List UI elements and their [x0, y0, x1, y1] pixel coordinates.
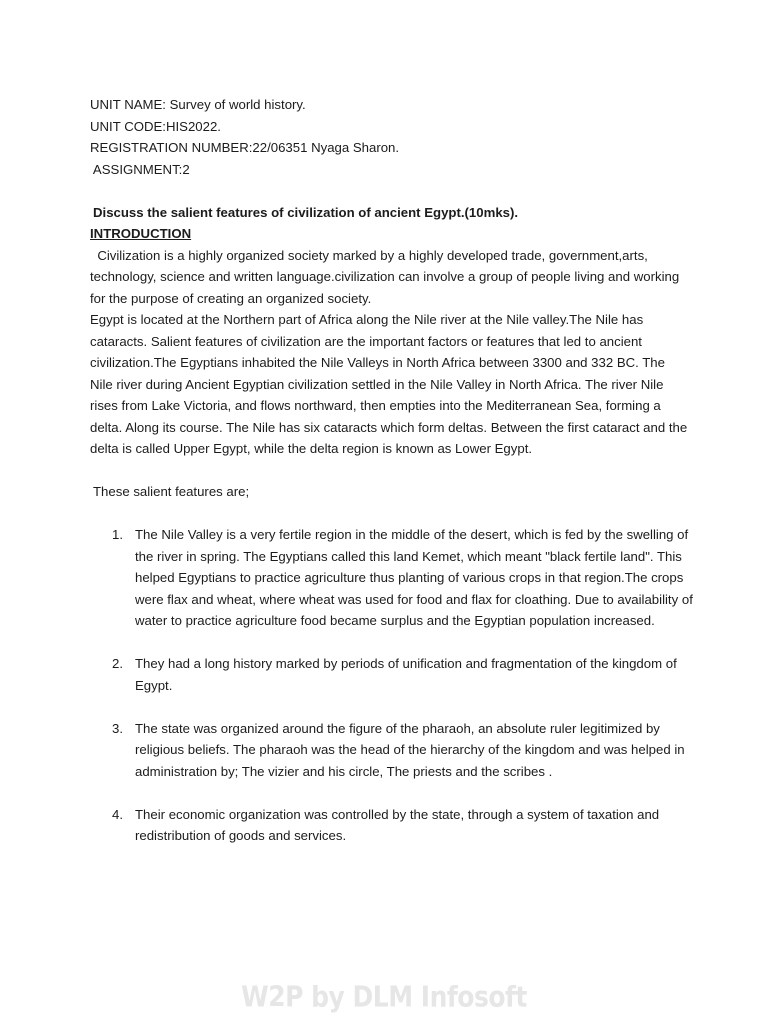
list-item-text: The Nile Valley is a very fertile region in the middle of the desert, which is fed by the swelling of the river in spring. The Egyptians called this land Kemet, which meant "black fertile land". This helped Egyptians to practice agriculture thus planting of various crops in that region.The crops were flax and wheat, where wheat was used for food and flax for cloathing. Due to availability of water to practice agriculture food became surplus and the Egyptian population increased.	[135, 527, 693, 628]
spacer	[90, 180, 690, 202]
features-list	[90, 524, 693, 847]
list-item-number: 2.	[112, 656, 123, 671]
features-lead: These salient features are;	[93, 484, 250, 499]
list-item-number: 1.	[112, 527, 123, 542]
list-item	[90, 653, 695, 696]
spacer	[90, 503, 690, 525]
watermark: W2P by DLM Infosoft	[241, 979, 527, 1014]
list-item	[90, 718, 695, 783]
list-item	[90, 804, 695, 847]
document-body	[90, 94, 693, 847]
list-item-text: The state was organized around the figure of the pharaoh, an absolute ruler legitimized by religious beliefs. The pharaoh was the head of the hierarchy of the kingdom and was helped in administration by; The vizier and his circle, The priests and the scribes .	[135, 720, 685, 779]
intro-paragraph-2: Egypt is located at the Northern part of Africa along the Nile river at the Nile valley.The Nile has cataracts. Salient features of civilization are the important factors or features that led to ancient civilization.The Egyptians inhabited the Nile Valleys in North Africa between 3300 and 332 BC. The Nile river during Ancient Egyptian civilization settled in the Nile Valley in North Africa. The river Nile rises from Lake Victoria, and flows northward, then empties into the Mediterranean Sea, forming a delta. Along its course. The Nile has six cataracts which form deltas. Between the first cataract and the delta is called Upper Egypt, while the delta region is known as Lower Egypt.	[90, 312, 688, 456]
question-heading: Discuss the salient features of civilization of ancient Egypt.(10mks).	[93, 204, 519, 220]
unit-name: UNIT NAME: Survey of world history.	[90, 97, 306, 112]
list-item-number: 4.	[112, 806, 123, 822]
unit-code: UNIT CODE:HIS2022.	[90, 118, 221, 134]
list-item	[90, 524, 695, 632]
registration-number: REGISTRATION NUMBER:22/06351 Nyaga Sharon.	[90, 140, 400, 155]
list-item-text: Their economic organization was controlled by the state, through a system of taxation and redistribution of goods and services.	[135, 806, 660, 843]
list-item-number: 3.	[112, 720, 123, 736]
introduction-heading: INTRODUCTION	[90, 226, 192, 241]
spacer	[90, 460, 690, 482]
list-item-text: They had a long history marked by periods of unification and fragmentation of the kingdom of Egypt.	[135, 656, 677, 693]
assignment-number: ASSIGNMENT:2	[90, 161, 190, 177]
intro-paragraph-1: Civilization is a highly organized society marked by a highly developed trade, government,arts, technology, science and written language.civilization can involve a group of people living and working for the purpose of creating an organized society.	[90, 247, 683, 306]
